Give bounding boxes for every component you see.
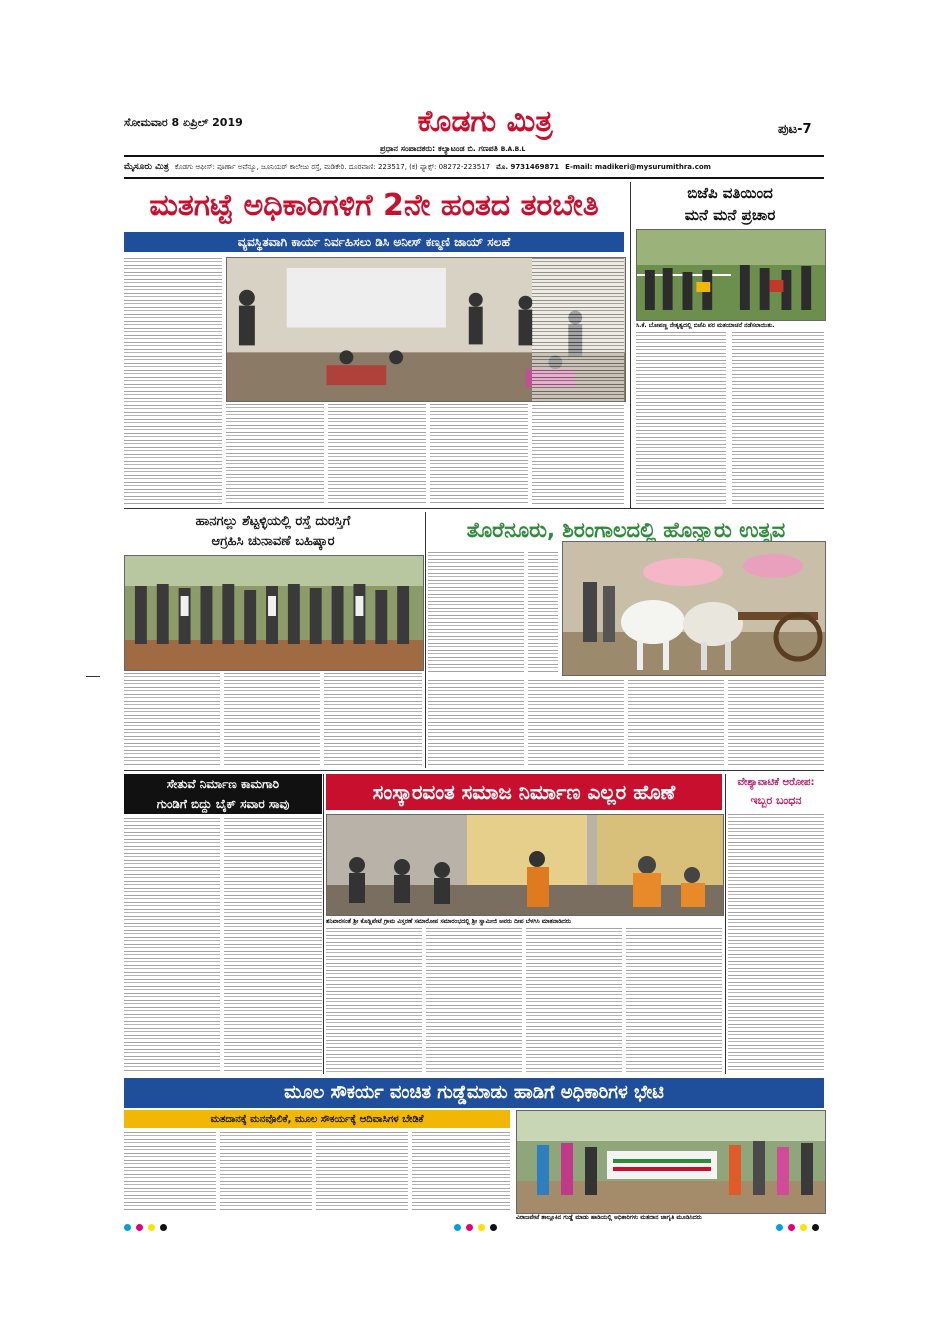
- story2-body-col2: [732, 332, 824, 504]
- story4-body-col6: [728, 680, 824, 766]
- col-divider-b1: [323, 774, 324, 1074]
- story3-body-col3: [324, 673, 422, 765]
- strip-brand: ಮೈಸೂರು ಮಿತ್ರ: [124, 162, 169, 172]
- story6-caption: ಶನಿವಾರಸಂತೆ ಶ್ರೀ ಕೊಡ್ಲಿಪೇಟೆ ಗ್ರಾಮ ವಿಸ್ತರಣೆ ಸಮಾರೋಪ ಸಮಾರಂಭದಲ್ಲಿ ಶ್ರೀ ಸ್ವಾಮೀಜಿ ಅವರು ದೀಪ ಬೆಳಗಿಸಿ ಮಾತನಾಡಿದರು: [326, 918, 571, 925]
- story8-caption: ವಿರಾಜಪೇಟೆ ತಾಲ್ಲೂಕಿನ ಗುಡ್ಡೆ ಮಾಡು ಹಾಡಿಯಲ್ಲಿ ಅಧಿಕಾರಿಗಳು ಮತದಾನ ಜಾಗೃತಿ ಮೂಡಿಸಿದರು: [516, 1214, 702, 1221]
- editor-degree: B.A.B.L: [500, 146, 526, 153]
- reg-dot-cyan: [454, 1224, 461, 1231]
- story4-body-col1: [428, 552, 524, 674]
- story6-body-col2: [426, 928, 522, 1072]
- masthead-rule: [124, 155, 824, 157]
- registration-marks-left: [124, 1224, 184, 1232]
- reg-dot-magenta: [466, 1224, 473, 1231]
- story5-body-col1: [124, 818, 220, 1072]
- col-divider-b2: [725, 774, 726, 1074]
- reg-dot-black: [812, 1224, 819, 1231]
- story4-body-col3: [428, 680, 524, 766]
- story3-photo: [124, 555, 424, 671]
- story8-body-col1: [124, 1132, 216, 1210]
- story2-headline-line2: ಮನೆ ಮನೆ ಪ್ರಚಾರ: [684, 206, 776, 224]
- story8-body-col3: [316, 1132, 408, 1210]
- reg-dot-cyan: [124, 1224, 131, 1231]
- story7-headline-line1: ವೇಶ್ಯಾವಾಟಿಕೆ ಆರೋಪ:: [737, 777, 815, 788]
- story7-body: [728, 814, 824, 1072]
- story3-headline-line1: ಹಾನಗಲ್ಲು ಶೆಟ್ಟಳ್ಳಿಯಲ್ಲಿ ರಸ್ತೆ ದುರಸ್ತಿಗೆ: [195, 514, 351, 529]
- story3-body-col1: [124, 673, 220, 765]
- story3-body-col2: [224, 673, 320, 765]
- reg-dot-yellow: [148, 1224, 155, 1231]
- strip-rule: [124, 177, 824, 179]
- story1-body-col2: [226, 404, 324, 504]
- story4-photo: [562, 541, 826, 676]
- editor-line: [380, 144, 525, 154]
- row2-divider: [124, 770, 824, 771]
- reg-dot-black: [490, 1224, 497, 1231]
- story1-body-col1: [124, 258, 222, 504]
- story6-body-col3: [526, 928, 622, 1072]
- story8-headline: ಮೂಲ ಸೌಕರ್ಯ ವಂಚಿತ ಗುಡ್ಡೆಮಾಡು ಹಾಡಿಗೆ ಅಧಿಕಾರಿಗಳ ಭೇಟಿ: [124, 1078, 824, 1108]
- reg-dot-cyan: [776, 1224, 783, 1231]
- story3-headline-line2: ಆಗ್ರಹಿಸಿ ಚುನಾವಣೆ ಬಹಿಷ್ಕಾರ: [211, 534, 335, 549]
- story8-subhead: ಮತದಾನಕ್ಕೆ ಮನವೊಲಿಕೆ, ಮೂಲ ಸೌಕರ್ಯಕ್ಕೆ ಆದಿವಾಸಿಗಳ ಬೇಡಿಕೆ: [124, 1110, 510, 1128]
- story1-body-col3: [328, 404, 426, 504]
- story4-body-col4: [528, 680, 624, 766]
- strip-email: E-mail: madikeri@mysurumithra.com: [565, 163, 711, 171]
- story2-headline-line1: ಬಿಜೆಪಿ ವತಿಯಿಂದ: [687, 184, 773, 202]
- story5-body-col2: [224, 818, 322, 1072]
- story1-subhead: ವ್ಯವಸ್ಥಿತವಾಗಿ ಕಾರ್ಯ ನಿರ್ವಹಿಸಲು ಡಿಸಿ ಅನೀಸ್ ಕಣ್ಮಣಿ ಜಾಯ್ ಸಲಹೆ: [124, 232, 624, 252]
- story7-headline-line2: ಇಬ್ಬರ ಬಂಧನ: [750, 794, 802, 807]
- row1-divider: [124, 508, 824, 509]
- story8-body-col4: [412, 1132, 510, 1210]
- reg-dot-magenta: [136, 1224, 143, 1231]
- story5-headline-line2: ಗುಂಡಿಗೆ ಬಿದ್ದು ಬೈಕ್ ಸವಾರ ಸಾವು: [124, 794, 322, 814]
- newspaper-logo: ಕೊಡಗು ಮಿತ್ರ: [417, 104, 553, 139]
- story6-body-col4: [626, 928, 722, 1072]
- page-number: ಪುಟ-7: [778, 122, 812, 137]
- story4-body-col5: [628, 680, 724, 766]
- strip-mobile: ಮೊ. 9731469871: [496, 162, 560, 171]
- info-strip: [124, 160, 824, 174]
- story5-headline-line1: ಸೇತುವೆ ನಿರ್ಮಾಣ ಕಾಮಗಾರಿ: [124, 774, 322, 794]
- editor-name: ಪ್ರಧಾನ ಸಂಪಾದಕರು: ಕಲ್ಯಾಟಂಡ ಬಿ. ಗಣಪತಿ: [380, 144, 498, 153]
- story4-headline: ತೊರೆನೂರು, ಶಿರಂಗಾಲದಲ್ಲಿ ಹೊನ್ನಾರು ಉತ್ಸವ: [466, 518, 786, 542]
- reg-dot-magenta: [788, 1224, 795, 1231]
- reg-dot-yellow: [800, 1224, 807, 1231]
- story2-caption: ಸಿ.ಕೆ. ಬೋಪಣ್ಣ ನೇತೃತ್ವದಲ್ಲಿ ಬಿಜೆಪಿ ಪರ ಮತಯಾಚನೆ ನಡೆಸಲಾಯಿತು.: [636, 322, 775, 329]
- story1-body-col5: [532, 258, 624, 504]
- reg-dot-yellow: [478, 1224, 485, 1231]
- story1-headline: ಮತಗಟ್ಟೆ ಅಧಿಕಾರಿಗಳಿಗೆ 2ನೇ ಹಂತದ ತರಬೇತಿ: [149, 188, 599, 223]
- story1-body-col4: [430, 404, 528, 504]
- registration-marks-center: [454, 1224, 514, 1232]
- strip-office: ಕೊಡಗು ಆಫೀಸ್: ಪೂರ್ಣಾ ಅವೆನ್ಯೂ, ಜೂನಿಯರ್ ಕಾಲೇಜು ರಸ್ತೆ, ಮಡಿಕೇರಿ. ದೂರವಾಣಿ: 223517, (ಕ) ಫ್ಯಾಕ್ಸ್: 08272-223517: [174, 162, 491, 171]
- registration-marks-right: [776, 1224, 836, 1232]
- story2-body-col1: [636, 332, 726, 504]
- story8-photo: [516, 1110, 826, 1214]
- story4-body-col2: [528, 552, 558, 674]
- date-line: ಸೋಮವಾರ 8 ಏಪ್ರಿಲ್ 2019: [124, 116, 243, 129]
- reg-dot-black: [160, 1224, 167, 1231]
- story6-photo: [326, 814, 724, 916]
- story6-headline: ಸಂಸ್ಕಾರವಂತ ಸಮಾಜ ನಿರ್ಮಾಣ ಎಲ್ಲರ ಹೊಣೆ: [326, 774, 722, 810]
- col-divider-top: [630, 182, 631, 508]
- fold-mark: [86, 676, 100, 677]
- story6-body-col1: [326, 928, 422, 1072]
- col-divider-mid: [425, 512, 426, 768]
- story2-photo: [636, 229, 826, 321]
- story8-body-col2: [220, 1132, 312, 1210]
